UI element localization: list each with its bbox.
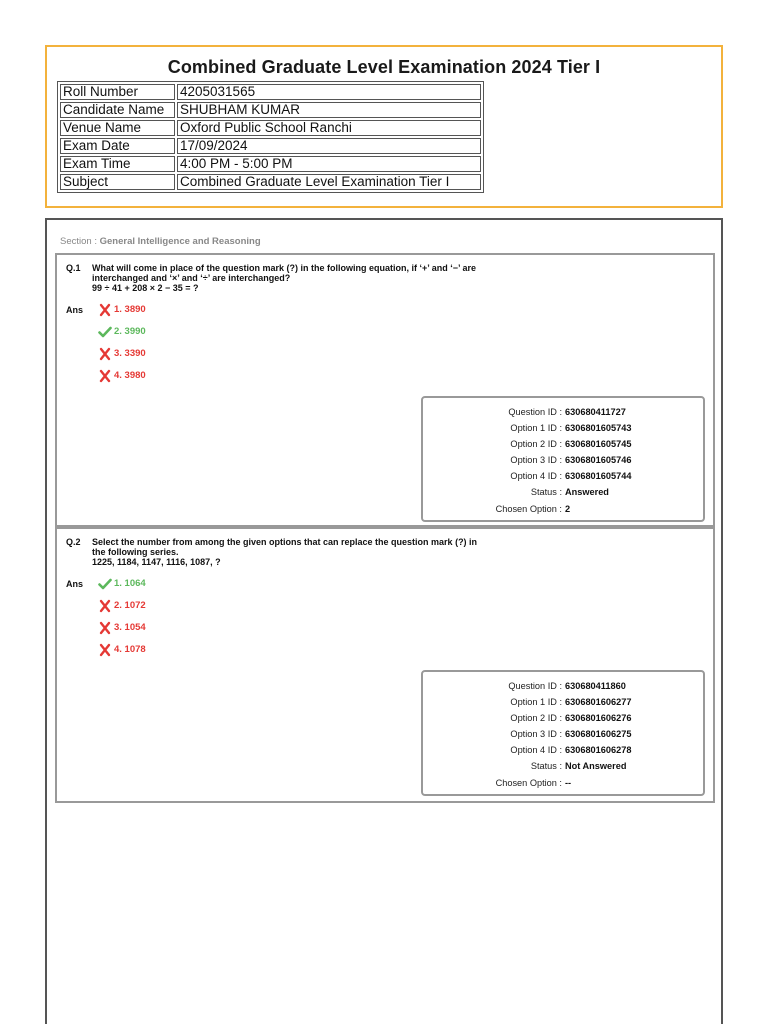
option-text: 3. 3390 <box>114 348 146 359</box>
meta-value: 6306801605746 <box>565 455 632 465</box>
question-card-2 <box>55 527 715 803</box>
info-label: Exam Time <box>60 156 175 172</box>
exam-header <box>45 45 723 208</box>
option-4 <box>98 369 146 383</box>
info-row-venue-name <box>60 120 481 136</box>
checkmark-icon <box>98 577 112 591</box>
meta-status <box>423 760 703 772</box>
info-row-subject <box>60 174 481 190</box>
option-text: 4. 3980 <box>114 370 146 381</box>
meta-label: Option 3 ID : <box>510 729 562 739</box>
info-row-exam-date <box>60 138 481 154</box>
meta-option4-id <box>423 470 703 482</box>
meta-value: 6306801606276 <box>565 713 632 723</box>
meta-label: Chosen Option : <box>495 778 562 788</box>
info-value: Combined Graduate Level Examination Tier I <box>177 174 481 190</box>
meta-option1-id <box>423 422 703 434</box>
question-text-line: What will come in place of the question mark (?) in the following equation, if ‘+’ and ‘−’ are <box>92 263 477 273</box>
meta-value: 2 <box>565 504 571 514</box>
meta-label: Option 1 ID : <box>510 697 562 707</box>
meta-value: 6306801605743 <box>565 423 632 433</box>
meta-option1-id <box>423 696 703 708</box>
checkmark-icon <box>98 325 112 339</box>
info-label: Roll Number <box>60 84 175 100</box>
info-row-candidate-name <box>60 102 481 118</box>
option-text: 2. 1072 <box>114 600 146 611</box>
meta-label: Option 1 ID : <box>510 423 562 433</box>
meta-label: Option 4 ID : <box>510 471 562 481</box>
cross-icon <box>98 621 112 635</box>
meta-question-id <box>423 406 703 418</box>
section-label <box>60 236 261 247</box>
meta-chosen-option <box>423 777 703 789</box>
question-card-1 <box>55 253 715 527</box>
candidate-info-table <box>57 81 484 193</box>
answer-label: Ans <box>66 305 84 315</box>
meta-option3-id <box>423 454 703 466</box>
meta-value: 6306801606275 <box>565 729 632 739</box>
option-2 <box>98 599 146 613</box>
meta-label: Status : <box>530 487 562 497</box>
option-text: 4. 1078 <box>114 644 146 655</box>
question-text-line: the following series. <box>92 547 179 557</box>
option-3 <box>98 347 146 361</box>
meta-label: Option 4 ID : <box>510 745 562 755</box>
info-value: 4:00 PM - 5:00 PM <box>177 156 481 172</box>
meta-label: Question ID : <box>508 681 562 691</box>
option-3 <box>98 621 146 635</box>
meta-option4-id <box>423 744 703 756</box>
answer-label: Ans <box>66 579 84 589</box>
question-meta-panel <box>421 396 705 522</box>
option-text: 1. 1064 <box>114 578 146 589</box>
meta-value: Answered <box>565 487 609 497</box>
meta-question-id <box>423 680 703 692</box>
option-2 <box>98 325 146 339</box>
response-sheet <box>45 218 723 1024</box>
info-row-roll-number <box>60 84 481 100</box>
option-1 <box>98 577 146 591</box>
question-text-line: 1225, 1184, 1147, 1116, 1087, ? <box>92 557 221 567</box>
meta-value: -- <box>565 778 572 788</box>
meta-value: Not Answered <box>565 761 627 771</box>
info-value: 4205031565 <box>177 84 481 100</box>
option-1 <box>98 303 146 317</box>
option-text: 3. 1054 <box>114 622 146 633</box>
info-row-exam-time <box>60 156 481 172</box>
meta-value: 6306801605744 <box>565 471 632 481</box>
meta-option2-id <box>423 712 703 724</box>
exam-title: Combined Graduate Level Examination 2024 Tier I <box>167 57 601 77</box>
info-value: Oxford Public School Ranchi <box>177 120 481 136</box>
meta-value: 630680411727 <box>565 407 626 417</box>
question-text-line: interchanged and ‘×’ and ‘÷’ are interchanged? <box>92 273 291 283</box>
option-4 <box>98 643 146 657</box>
meta-chosen-option <box>423 503 703 515</box>
question-meta-panel <box>421 670 705 796</box>
meta-label: Option 3 ID : <box>510 455 562 465</box>
meta-label: Option 2 ID : <box>510 713 562 723</box>
meta-value: 630680411860 <box>565 681 626 691</box>
question-number: Q.1 <box>66 263 81 273</box>
info-label: Candidate Name <box>60 102 175 118</box>
meta-label: Question ID : <box>508 407 562 417</box>
cross-icon <box>98 643 112 657</box>
meta-value: 6306801606277 <box>565 697 632 707</box>
question-text-line: Select the number from among the given options that can replace the question mark (?) in <box>92 537 478 547</box>
question-text-line: 99 ÷ 41 + 208 × 2 − 35 = ? <box>92 283 199 293</box>
question-number: Q.2 <box>66 537 81 547</box>
meta-label: Option 2 ID : <box>510 439 562 449</box>
question-text <box>92 537 532 567</box>
cross-icon <box>98 599 112 613</box>
meta-label: Chosen Option : <box>495 504 562 514</box>
meta-option2-id <box>423 438 703 450</box>
meta-value: 6306801605745 <box>565 439 632 449</box>
cross-icon <box>98 347 112 361</box>
cross-icon <box>98 369 112 383</box>
info-value: SHUBHAM KUMAR <box>177 102 481 118</box>
meta-option3-id <box>423 728 703 740</box>
cross-icon <box>98 303 112 317</box>
section-name: General Intelligence and Reasoning <box>99 236 261 247</box>
section-prefix: Section : <box>60 236 100 247</box>
info-label: Venue Name <box>60 120 175 136</box>
meta-value: 6306801606278 <box>565 745 632 755</box>
info-label: Exam Date <box>60 138 175 154</box>
info-label: Subject <box>60 174 175 190</box>
meta-status <box>423 486 703 498</box>
question-text <box>92 263 532 293</box>
option-text: 2. 3990 <box>114 326 146 337</box>
option-text: 1. 3890 <box>114 304 146 315</box>
info-value: 17/09/2024 <box>177 138 481 154</box>
meta-label: Status : <box>530 761 562 771</box>
